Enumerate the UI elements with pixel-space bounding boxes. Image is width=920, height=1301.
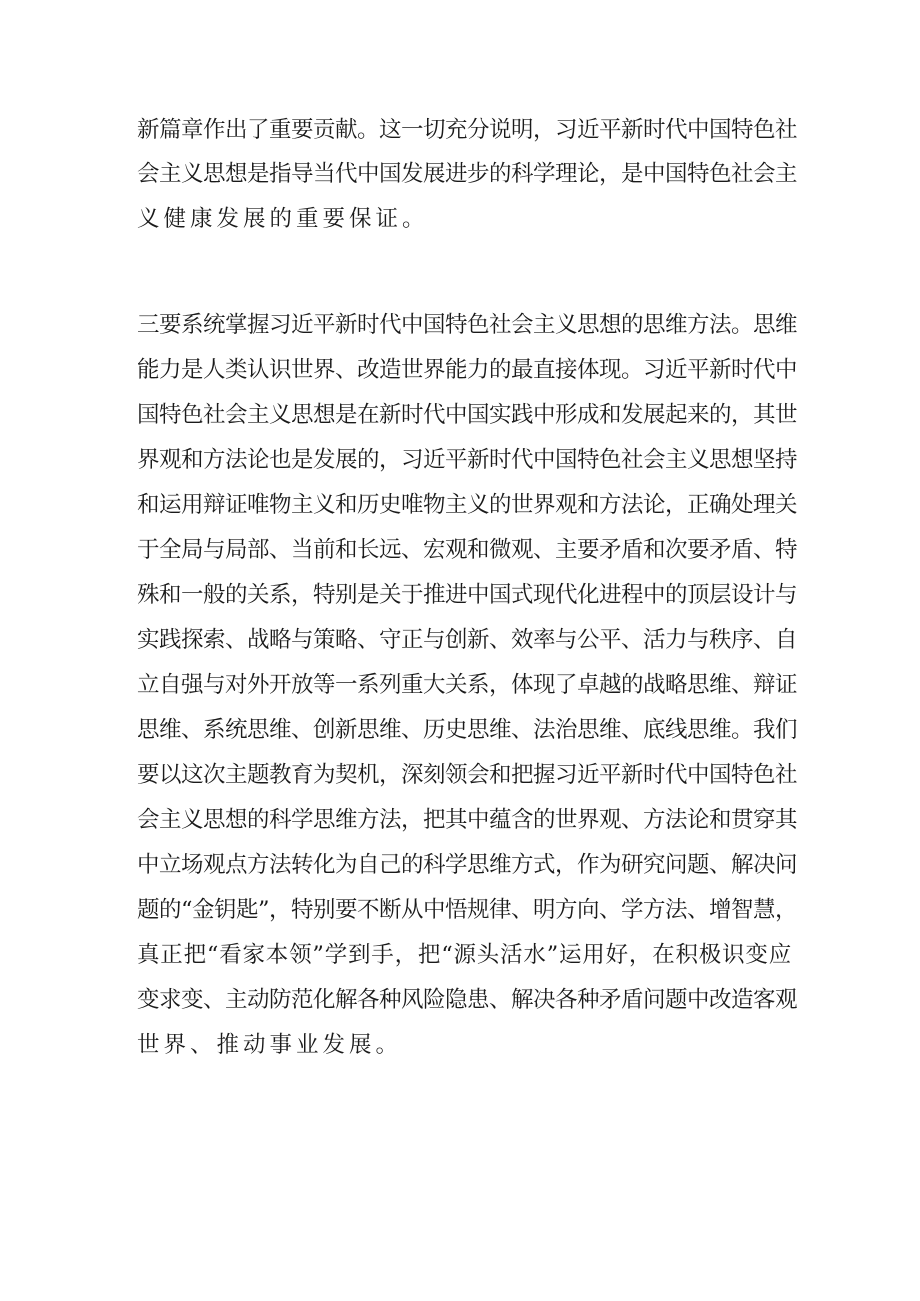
text-line: 立自强与对外开放等一系列重大关系，体现了卓越的战略思维、辩证 bbox=[137, 672, 798, 698]
text-line: 能力是人类认识世界、改造世界能力的最直接体现。习近平新时代中 bbox=[137, 357, 798, 383]
text-line: 国特色社会主义思想是在新时代中国实践中形成和发展起来的，其世 bbox=[137, 402, 798, 428]
text-line: 和运用辩证唯物主义和历史唯物主义的世界观和方法论，正确处理关 bbox=[137, 492, 798, 518]
text-line: 题的“金钥匙”，特别要不断从中悟规律、明方向、学方法、增智慧， bbox=[137, 897, 798, 923]
text-line: 中立场观点方法转化为自己的科学思维方式，作为研究问题、解决问 bbox=[137, 852, 798, 878]
text-line: 会主义思想的科学思维方法，把其中蕴含的世界观、方法论和贯穿其 bbox=[137, 807, 798, 833]
text-line: 世界、推动事业发展。 bbox=[137, 1032, 403, 1058]
text-line: 要以这次主题教育为契机，深刻领会和把握习近平新时代中国特色社 bbox=[137, 762, 798, 788]
text-line: 真正把“看家本领”学到手，把“源头活水”运用好，在积极识变应 bbox=[137, 942, 793, 968]
text-line: 新篇章作出了重要贡献。这一切充分说明，习近平新时代中国特色社 bbox=[137, 117, 798, 143]
text-line: 界观和方法论也是发展的，习近平新时代中国特色社会主义思想坚持 bbox=[137, 447, 798, 473]
text-line: 会主义思想是指导当代中国发展进步的科学理论，是中国特色社会主 bbox=[137, 161, 798, 187]
text-line: 实践探索、战略与策略、守正与创新、效率与公平、活力与秩序、自 bbox=[137, 627, 798, 653]
text-line: 于全局与局部、当前和长远、宏观和微观、主要矛盾和次要矛盾、特 bbox=[137, 537, 798, 563]
text-line: 变求变、主动防范化解各种风险隐患、解决各种矛盾问题中改造客观 bbox=[137, 987, 798, 1013]
text-line: 思维、系统思维、创新思维、历史思维、法治思维、底线思维。我们 bbox=[137, 717, 798, 743]
text-line: 殊和一般的关系，特别是关于推进中国式现代化进程中的顶层设计与 bbox=[137, 582, 798, 608]
text-line: 三要系统掌握习近平新时代中国特色社会主义思想的思维方法。思维 bbox=[137, 312, 798, 338]
text-line: 义健康发展的重要保证。 bbox=[137, 206, 429, 232]
